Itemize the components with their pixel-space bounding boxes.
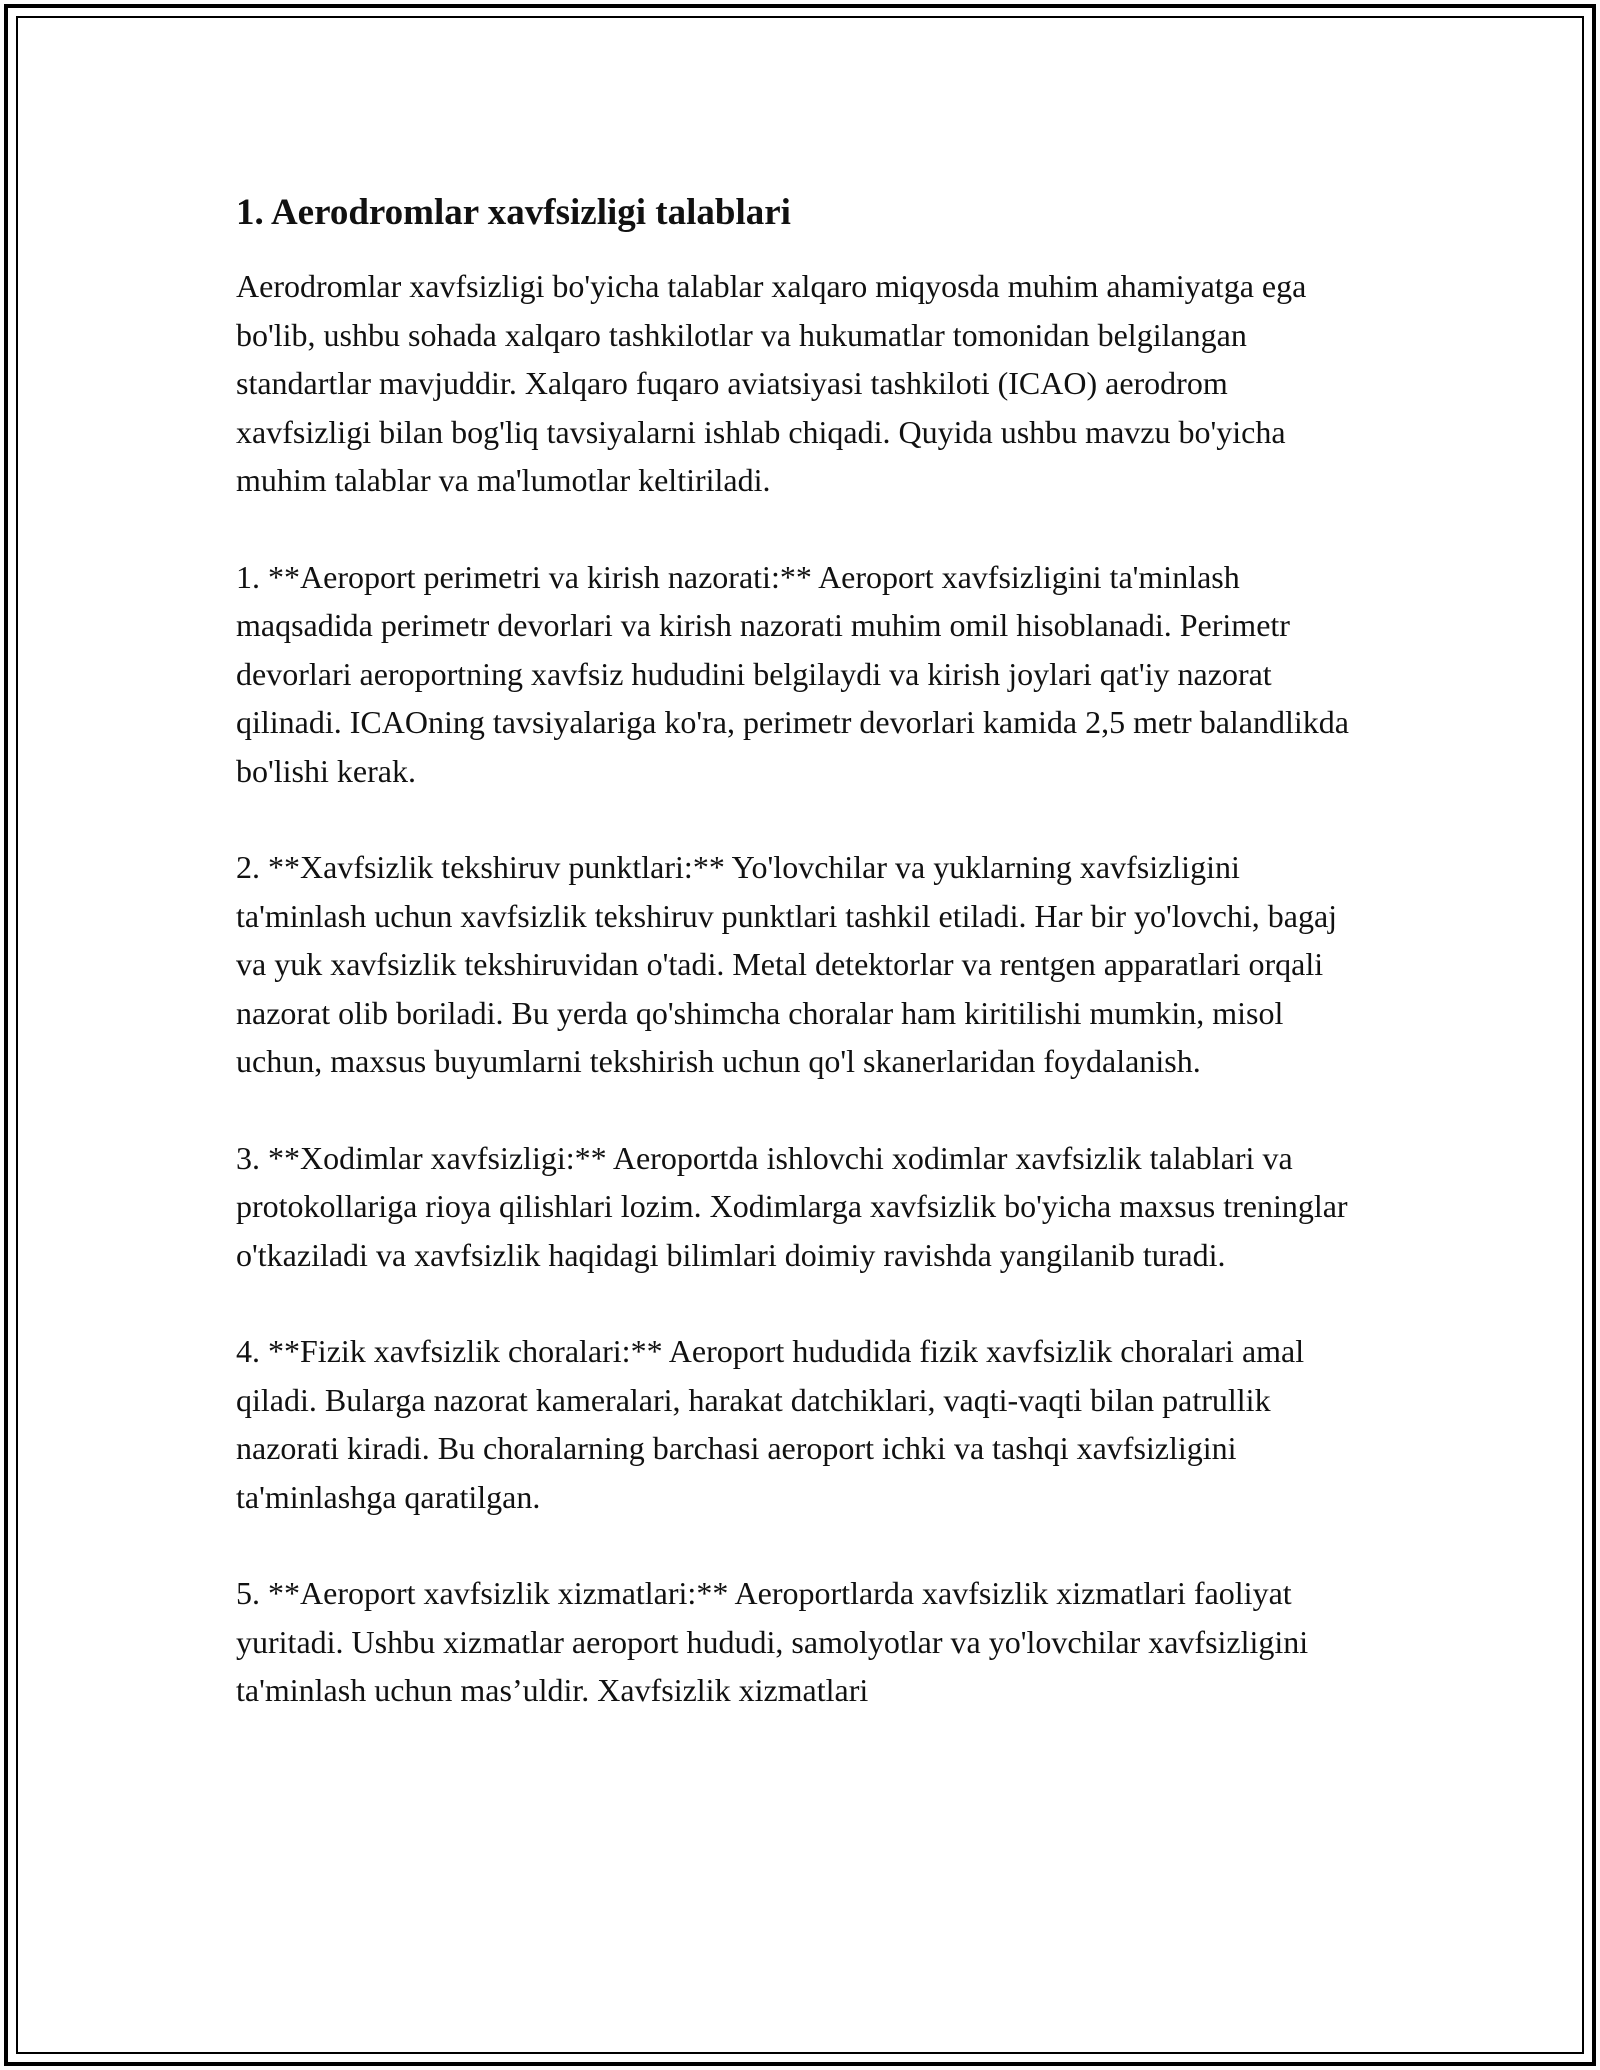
paragraph-security-checkpoints: 2. **Xavfsizlik tekshiruv punktlari:** Yo'lovchilar va yuklarning xavfsizligini ta'minlash uchun xavfsizlik tekshiruv punktlari tashkil etiladi. Har bir yo'lovchi, bagaj va yuk xavfsizlik tekshiruvidan o'tadi. Metal detektorlar va rentgen apparatlari orqali nazorat olib boriladi. Bu yerda qo'shimcha choralar ham kiritilishi mumkin, misol uchun, maxsus buyumlarni tekshirish uchun qo'l skanerlaridan foydalanish. <box>236 849 1338 1079</box>
section-heading: 1. Aerodromlar xavfsizligi talablari <box>236 192 791 233</box>
intro-paragraph: Aerodromlar xavfsizligi bo'yicha talablar xalqaro miqyosda muhim ahamiyatga ega bo'lib, ushbu sohada xalqaro tashkilotlar va hukumatlar tomonidan belgilangan standartlar mavjuddir. Xalqaro fuqaro aviatsiyasi tashkiloti (ICAO) aerodrom xavfsizligi bilan bog'liq tavsiyalarni ishlab chiqadi. Quyida ushbu mavzu bo'yicha muhim talablar va ma'lumotlar keltiriladi. <box>236 268 1307 498</box>
paragraph-staff-security: 3. **Xodimlar xavfsizligi:** Aeroportda ishlovchi xodimlar xavfsizlik talablari va protokollariga rioya qilishlari lozim. Xodimlarga xavfsizlik bo'yicha maxsus treninglar o'tkaziladi va xavfsizlik haqidagi bilimlari doimiy ravishda yangilanib turadi. <box>236 1139 1348 1273</box>
paragraph-perimeter-access: 1. **Aeroport perimetri va kirish nazorati:** Aeroport xavfsizligini ta'minlash maqsadida perimetr devorlari va kirish nazorati muhim omil hisoblanadi. Perimetr devorlari aeroportning xavfsiz hududini belgilaydi va kirish joylari qat'iy nazorat qilinadi. ICAOning tavsiyalariga ko'ra, perimetr devorlari kamida 2,5 metr balandlikda bo'lishi kerak. <box>236 558 1349 789</box>
document-body <box>236 188 1356 1763</box>
paragraph-physical-security: 4. **Fizik xavfsizlik choralari:** Aeroport hududida fizik xavfsizlik choralari amal qiladi. Bularga nazorat kameralari, harakat datchiklari, vaqti-vaqti bilan patrullik nazorati kiradi. Bu choralarning barchasi aeroport ichki va tashqi xavfsizligini ta'minlashga qaratilgan. <box>236 1333 1305 1515</box>
paragraph-security-services: 5. **Aeroport xavfsizlik xizmatlari:** Aeroportlarda xavfsizlik xizmatlari faoliyat yuritadi. Ushbu xizmatlar aeroport hududi, samolyotlar va yo'lovchilar xavfsizligini ta'minlash uchun mas’uldir. Xavfsizlik xizmatlari <box>236 1575 1309 1708</box>
